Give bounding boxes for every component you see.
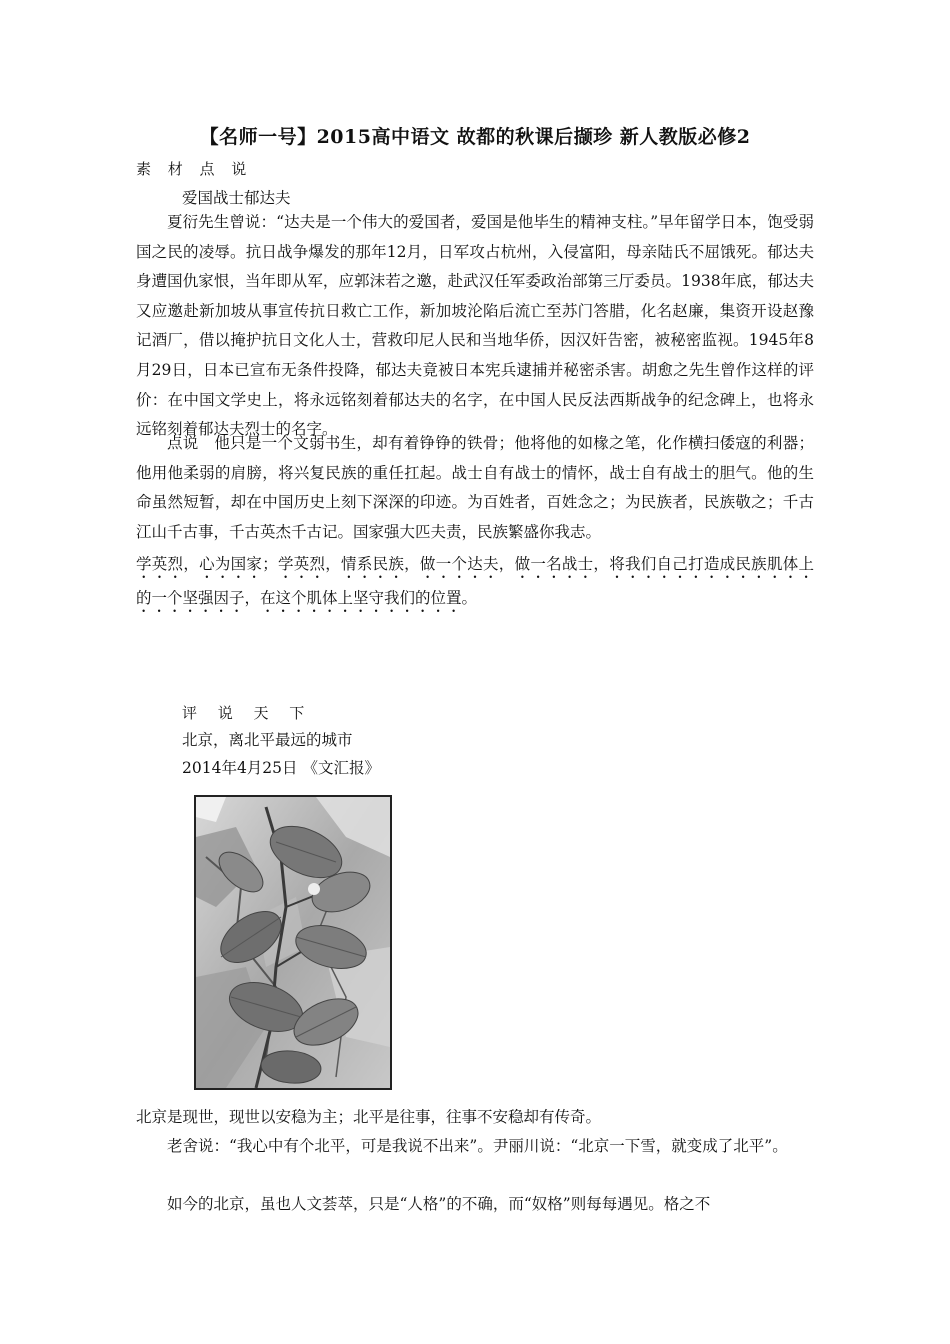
paragraph-beijing-1: 北京是现世，现世以安稳为主；北平是往事，往事不安稳却有传奇。 [136, 1108, 602, 1126]
article-subtitle-beijing: 北京，离北平最远的城市 [182, 731, 353, 749]
article-source-date: 2014年4月25日 《文汇报》 [182, 759, 380, 777]
document-title: 【名师一号】2015高中语文 故都的秋课后撷珍 新人教版必修2 [199, 126, 751, 148]
paragraph-biography: 夏衍先生曾说：“达夫是一个伟大的爱国者，爱国是他毕生的精神支柱。”早年留学日本，饱受弱国之民的凌辱。抗日战争爆发的那年12月，日军攻占杭州，入侵富阳，母亲陆氏不屈饿死。郁达夫身遭国仇家恨，当年即从军，应郭沫若之邀，赴武汉任军委政治部第三厅委员。1938年底，郁达夫又应邀赴新加坡从事宣传抗日救亡工作，新加坡沦陷后流亡至苏门答腊，化名赵廉，集资开设赵豫记酒厂，借以掩护抗日文化人士，营救印尼人民和当地华侨，因汉奸告密，被秘密监视。1945年8月29日，日本已宣布无条件投降，郁达夫竟被日本宪兵逮捕并秘密杀害。胡愈之先生曾作这样的评价：在中国文学史上，将永远铭刻着郁达夫的名字，在中国人民反法西斯战争的纪念碑上，也将永远铭刻着郁达夫烈士的名字。 [136, 213, 814, 439]
paragraph-beijing-2: 老舍说：“我心中有个北平，可是我说不出来”。尹丽川说：“北京一下雪，就变成了北平”。 [167, 1137, 788, 1155]
paragraph-beijing-3: 如今的北京，虽也人文荟萃，只是“人格”的不确，而“奴格”则每每遇见。格之不 [167, 1195, 711, 1213]
paragraph-emphasized: 学英烈，心为国家；学英烈，情系民族，做一个达夫，做一名战士，将我们自己打造成民族肌体上的一个坚强因子，在这个肌体上坚守我们的位置。 [136, 555, 814, 607]
paragraph-commentary: 点说 他只是一个文弱书生，却有着铮铮的铁骨；他将他的如椽之笔，化作横扫倭寇的利器；他用他柔弱的肩膀，将兴复民族的重任扛起。战士自有战士的情怀，战士自有战士的胆气。他的生命虽然短暂，却在中国历史上刻下深深的印迹。为百姓者，百姓念之；为民族者，民族敬之；千古江山千古事，千古英杰千古记。国家强大匹夫责，民族繁盛你我志。 [136, 434, 814, 541]
plant-photo [194, 795, 392, 1090]
article-subtitle-yu-dafu: 爱国战士郁达夫 [182, 189, 291, 207]
section-label-commentary: 评 说 天 下 [182, 704, 313, 722]
section-label-material: 素 材 点 说 [136, 160, 253, 178]
plant-photo-illustration [196, 797, 390, 1088]
